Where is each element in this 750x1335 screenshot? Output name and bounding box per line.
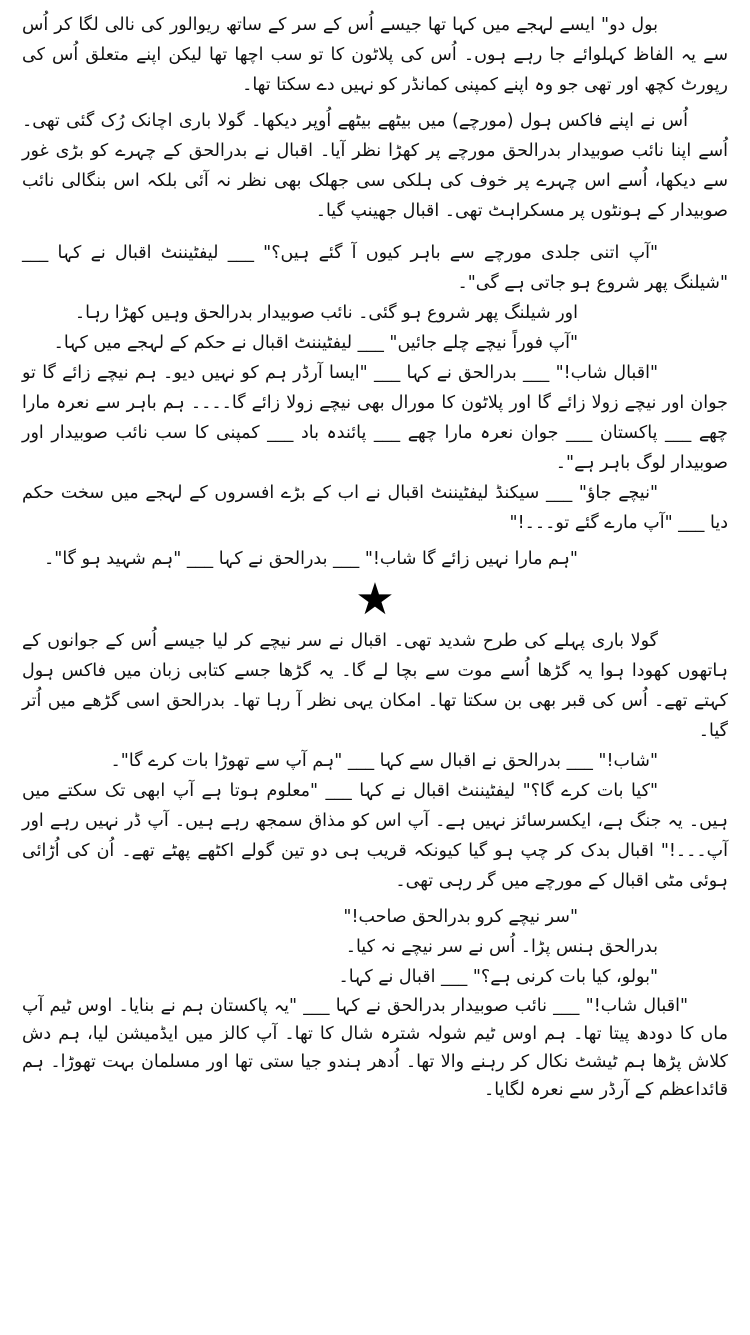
paragraph: "بولو، کیا بات کرنی ہے؟" ___ اقبال نے کہا۔ xyxy=(338,967,658,987)
paragraph: بدرالحق ہنس پڑا۔ اُس نے سر نیچے نہ کیا۔ xyxy=(345,937,658,957)
paragraph: گولا باری پہلے کی طرح شدید تھی۔ اقبال نے سر نیچے کر لیا جیسے اُس کے جوانوں کے ہاتھوں کھودا ہوا یہ گڑھا اُسے موت سے بچا لے گا۔ یہ گڑھا جسے کتابی زبان میں فاکس ہول کہتے تھے۔ اُس کی قبر بھی بن سکتا تھا۔ امکان یہی نظر آ رہا تھا۔ بدرالحق اسی گڑھے میں اُتر گیا۔ xyxy=(22,631,728,741)
paragraph: "کیا بات کرے گا؟" لیفٹیننٹ اقبال نے کہا ___ "معلوم ہوتا ہے آپ ابھی تک سکتے میں ہیں۔ یہ جنگ ہے، ایکسرسائز نہیں ہے۔ آپ اس کو مذاق سمجھ رہے ہیں۔ آپ ڈر نہیں رہے اور آپ۔۔۔!" اقبال بدک کر چپ ہو گیا کیونکہ قریب ہی دو تین گولے اکٹھے پھٹے تھے۔ اُن کی اُڑائی ہوئی مٹی اقبال کے مورچے میں گر رہی تھی۔ xyxy=(22,781,728,891)
paragraph: اور شیلنگ پھر شروع ہو گئی۔ نائب صوبیدار بدرالحق وہیں کھڑا رہا۔ xyxy=(74,303,578,323)
paragraph: "اقبال شاب!" ___ نائب صوبیدار بدرالحق نے کہا ___ "یہ پاکستان ہم نے بنایا۔ اوس ٹیم آپ ماں کا دودھ پیتا تھا۔ ہم اوس ٹیم شولہ شترہ شال کا تھا۔ آپ کالز میں ایڈمیشن لیا، ہم دش کلاش پڑھا ہم ٹیشٹ نکال کر رہنے والا تھا۔ اُدھر ہندو جیا ستی تھا اور مسلمان بہت تھوڑا۔ ہم قائداعظم کے آرڈر سے نعرہ لگایا۔ xyxy=(22,996,728,1100)
paragraph: اُس نے اپنے فاکس ہول (مورچے) میں بیٹھے بیٹھے اُوپر دیکھا۔ گولا باری اچانک رُک گئی تھی۔ اُسے اپنا نائب صوبیدار بدرالحق مورچے پر کھڑا نظر آیا۔ اقبال نے بدرالحق کے چہرے کو بڑی غور سے دیکھا، اُسے اس چہرے پر خوف کی ہلکی سی جھلک بھی نظر نہ آئی بلکہ اس بنگالی نائب صوبیدار کے ہونٹوں پر مسکراہٹ تھی۔ اقبال جھینپ گیا۔ xyxy=(22,111,728,221)
paragraph: "ہم مارا نہیں زائے گا شاب!" ___ بدرالحق نے کہا ___ "ہم شہید ہو گا"۔ xyxy=(44,549,578,569)
section-separator xyxy=(22,576,728,624)
paragraph: "شاب!" ___ بدرالحق نے اقبال سے کہا ___ "ہم آپ سے تھوڑا بات کرے گا"۔ xyxy=(110,751,658,771)
paragraph: "آپ اتنی جلدی مورچے سے باہر کیوں آ گئے ہیں؟" ___ لیفٹیننٹ اقبال نے کہا ___ "شیلنگ پھر شروع ہو جاتی ہے گی"۔ xyxy=(22,243,728,293)
paragraph: "نیچے جاؤ" ___ سیکنڈ لیفٹیننٹ اقبال نے اب کے بڑے افسروں کے لہجے میں سخت حکم دیا ___ "آپ مارے گئے تو۔۔۔!" xyxy=(22,483,728,533)
paragraph: بول دو" ایسے لہجے میں کہا تھا جیسے اُس کے سر کے ساتھ ریوالور کی نالی لگا کر اُس سے یہ الفاظ کہلوائے جا رہے ہوں۔ اُس کی پلاٹون کا تو سب اچھا تھا لیکن اپنے متعلق اُس کی رپورٹ کچھ اور تھی جو وہ اپنے کمپنی کمانڈر کو نہیں دے سکتا تھا۔ xyxy=(22,15,728,95)
paragraph: "آپ فوراً نیچے چلے جائیں" ___ لیفٹیننٹ اقبال نے حکم کے لہجے میں کہا۔ xyxy=(53,333,578,353)
paragraph: "اقبال شاب!" ___ بدرالحق نے کہا ___ "ایسا آرڈر ہم کو نہیں دیو۔ ہم نیچے زائے گا تو جوان اور نیچے زولا زائے گا اور پلاٹون کا مورال بھی نیچے زولا زائے گا۔۔۔۔ ہم باہر سے نعرہ مارا چھے ___ پاکستان ___ جوان نعرہ مارا چھے ___ پائندہ باد ___ کمپنی کا سب نائب صوبیدار اور صوبیدار لوگ باہر ہے"۔ xyxy=(22,363,728,473)
star-icon: ★ xyxy=(355,574,395,625)
paragraph: "سر نیچے کرو بدرالحق صاحب!" xyxy=(343,907,578,927)
